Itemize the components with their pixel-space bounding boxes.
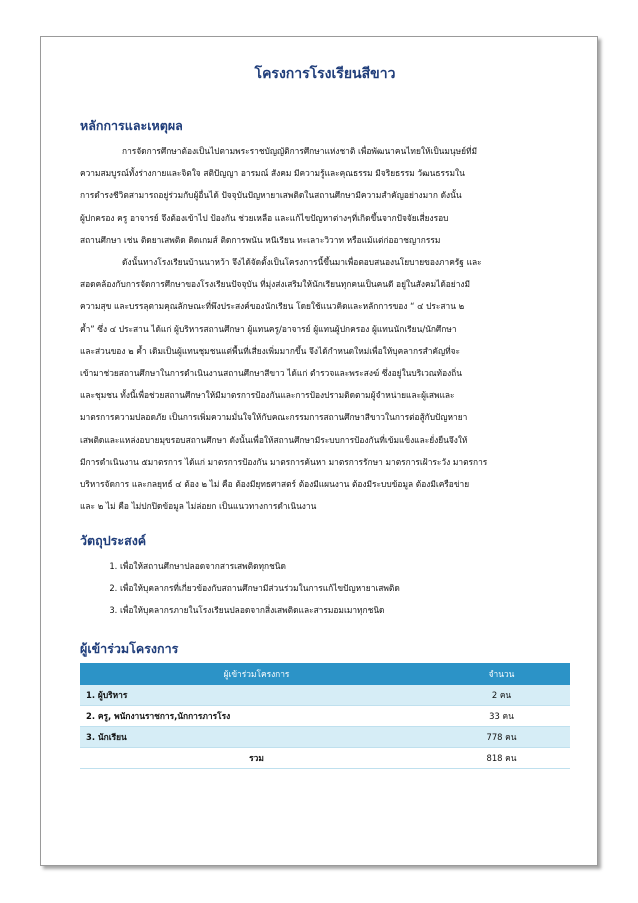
table-row: [80, 706, 570, 727]
row-count: 33 คน: [433, 706, 570, 727]
objective-item: 3. เพื่อให้บุคลากรภายในโรงเรียนปลอดจากสิ่งเสพติดและสารมอมเมาทุกชนิด: [120, 599, 570, 621]
objective-item: 2. เพื่อให้บุคลากรที่เกี่ยวข้องกับสถานศึกษามีส่วนร่วมในการแก้ไขปัญหายาเสพติด: [120, 577, 570, 599]
objective-item: 1. เพื่อให้สถานศึกษาปลอดจากสารเสพติดทุกชนิด: [120, 555, 570, 577]
table-total-row: [80, 748, 570, 769]
table-row: [80, 685, 570, 706]
document-title: โครงการโรงเรียนสีขาว: [254, 66, 396, 82]
rationale-line: ดังนั้นทางโรงเรียนบ้านนาหว้า จึงได้จัดตั้งเป็นโครงการนี้ขึ้นมาเพื่อตอบสนองนโยบายของภาครัฐ และ: [122, 257, 482, 268]
rationale-line: สถานศึกษา เช่น ติดยาเสพติด ติดเกมส์ ติดการพนัน หนีเรียน ทะเลาะวิวาท หรือแม้แต่ก่ออาชญากรรม: [80, 234, 441, 245]
table-header-participants: ผู้เข้าร่วมโครงการ: [80, 663, 433, 685]
rationale-line: มีการดำเนินงาน ๕มาตรการ ได้แก่ มาตรการป้องกัน มาตรการค้นหา มาตรการรักษา มาตรการเฝ้าระวัง มาตรการ: [80, 456, 488, 467]
document-page: [80, 58, 570, 769]
rationale-heading: หลักการและเหตุผล: [80, 118, 183, 133]
rationale-line: มาตรการความปลอดภัย เป็นการเพิ่มความมั่นใจให้กับคณะกรรมการสถานศึกษาสีขาวในการต่อสู้กับปัญหายา: [80, 412, 468, 423]
participants-heading: ผู้เข้าร่วมโครงการ: [80, 641, 179, 657]
total-label: รวม: [80, 748, 433, 769]
row-count: 2 คน: [433, 685, 570, 706]
participants-table: [80, 663, 570, 769]
row-label: 3. นักเรียน: [80, 727, 433, 748]
rationale-line: บริหารจัดการ และกลยุทธ์ ๔ ต้อง ๒ ไม่ คือ ต้องมียุทธศาสตร์ ต้องมีแผนงาน ต้องมีระบบข้อมูล ต้องมีเครือข่าย: [80, 479, 470, 490]
rationale-line: และ ๒ ไม่ คือ ไม่ปกปิดข้อมูล ไม่ล่อยก เป็นแนวทางการดำเนินงาน: [80, 501, 317, 512]
rationale-line: สอดคล้องกับการจัดการศึกษาของโรงเรียนปัจจุบัน ที่มุ่งส่งเสริมให้นักเรียนทุกคนเป็นคนดี อยู่ในสังคมได้อย่างมี: [80, 279, 471, 290]
row-label: 2. ครู, พนักงานราชการ,นักการภารโรง: [80, 706, 433, 727]
rationale-line: เข้ามาช่วยสถานศึกษาในการดำเนินงานสถานศึกษาสีขาว ได้แก่ ตำรวจและพระสงฆ์ ซึ่งอยู่ในบริเวณท้องถิ่น: [80, 368, 462, 379]
rationale-line: การดำรงชีวิตสามารถอยู่ร่วมกับผู้อื่นได้ ปัจจุบันปัญหายาเสพติดในสถานศึกษามีความสำคัญอย่างมาก ดังนั้น: [80, 190, 462, 201]
row-label: 1. ผู้บริหาร: [80, 685, 433, 706]
objectives-heading: วัตถุประสงค์: [80, 533, 147, 549]
row-count: 778 คน: [433, 727, 570, 748]
table-header-count: จำนวน: [433, 663, 570, 685]
rationale-line: และชุมชน ทั้งนี้เพื่อช่วยสถานศึกษาให้มีมาตรการป้องกันและการป้องปรามติดตามผู้จำหน่ายและผู้เสพและ: [80, 390, 455, 401]
rationale-line: ความสมบูรณ์ทั้งร่างกายและจิตใจ สติปัญญา อารมณ์ สังคม มีความรู้และคุณธรรม มีจริยธรรม วัฒนธรรมใน: [80, 168, 465, 179]
total-count: 818 คน: [433, 748, 570, 769]
rationale-line: ผู้ปกครอง ครู อาจารย์ จึงต้องเข้าไป ป้องกัน ช่วยเหลือ และแก้ไขปัญหาต่างๆที่เกิดขึ้นจากปัจจัยเสี่ยงรอบ: [80, 212, 449, 223]
rationale-line: เสพติดและแหล่งอบายมุขรอบสถานศึกษา ดังนั้นเพื่อให้สถานศึกษามีระบบการป้องกันที่เข้มแข็งและยั่งยืนจึงให้: [80, 434, 468, 445]
rationale-line: การจัดการศึกษาต้องเป็นไปตามพระราชบัญญัติการศึกษาแห่งชาติ เพื่อพัฒนาคนไทยให้เป็นมนุษย์ที่มี: [122, 146, 478, 156]
rationale-paragraph-2: [80, 251, 570, 517]
table-header-row: [80, 663, 570, 685]
rationale-line: ค้ำ” ซึ่ง ๔ ประสาน ได้แก่ ผู้บริหารสถานศึกษา ผู้แทนครู/อาจารย์ ผู้แทนผู้ปกครอง ผู้แทนนักเรียน/นักศึกษา: [80, 323, 457, 334]
rationale-line: และส่วนของ ๒ ค้ำ เดิมเป็นผู้แทนชุมชนแต่พื้นที่เสี่ยงเพิ่มมากขึ้น จึงได้กำหนดใหม่เพื่อให้บุคลากรสำคัญที่จะ: [80, 345, 461, 356]
table-row: [80, 727, 570, 748]
rationale-paragraph-1: [80, 140, 570, 251]
rationale-line: ความสุข และบรรลุตามคุณลักษณะที่พึงประสงค์ของนักเรียน โดยใช้แนวคิดและหลักการของ “ ๔ ประสาน ๒: [80, 301, 465, 312]
objectives-list: [80, 555, 570, 621]
